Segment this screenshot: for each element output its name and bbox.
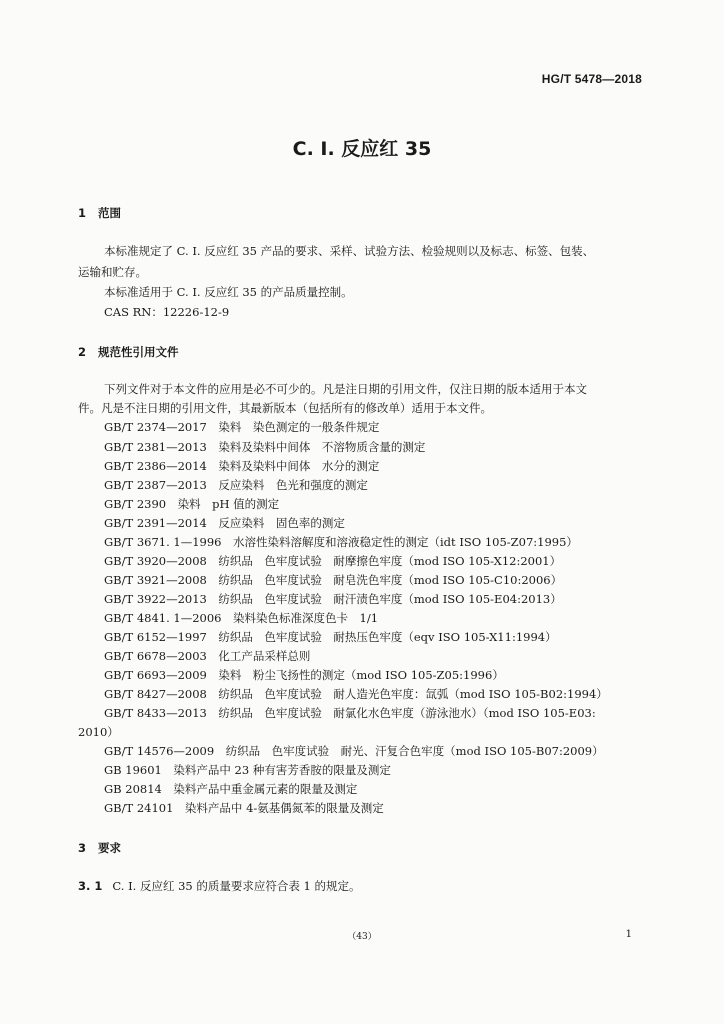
scope-paragraph-line: 本标准规定了 C. I. 反应红 35 产品的要求、采样、试验方法、检验规则以及标志、标签、包装、 (104, 244, 595, 258)
reference-item: GB/T 8427—2008 纺织品 色牢度试验 耐人造光色牢度：氙弧（mod ISO 105-B02:1994） (104, 687, 608, 701)
reference-item: GB 20814 染料产品中重金属元素的限量及测定 (104, 782, 358, 796)
reference-item: GB/T 3922—2013 纺织品 色牢度试验 耐汗渍色牢度（mod ISO 105-E04:2013） (104, 592, 562, 606)
standard-code: HG/T 5478—2018 (541, 72, 642, 86)
reference-item: GB/T 3671. 1—1996 水溶性染料溶解度和溶液稳定性的测定（idt ISO 105-Z07:1995） (104, 535, 578, 549)
reference-item-continuation: 2010） (78, 725, 119, 739)
reference-item: GB/T 6678—2003 化工产品采样总则 (104, 649, 311, 663)
scope-paragraph-line: 运输和贮存。 (78, 265, 147, 279)
page-marker: （43） (347, 932, 377, 942)
reference-item: GB/T 2390 染料 pH 值的测定 (104, 497, 280, 511)
section-title: 范围 (98, 206, 121, 220)
page-number: 1 (625, 929, 632, 940)
reference-item: GB/T 24101 染料产品中 4-氨基偶氮苯的限量及测定 (104, 801, 384, 815)
reference-item: GB/T 8433—2013 纺织品 色牢度试验 耐氯化水色牢度（游泳池水）（mod ISO 105-E03: (104, 706, 596, 720)
reference-item: GB 19601 染料产品中 23 种有害芳香胺的限量及测定 (104, 763, 391, 777)
reference-item: GB/T 2381—2013 染料及染料中间体 不溶物质含量的测定 (104, 440, 426, 454)
reference-item: GB/T 4841. 1—2006 染料染色标准深度色卡 1/1 (104, 611, 379, 625)
reference-item: GB/T 3921—2008 纺织品 色牢度试验 耐皂洗色牢度（mod ISO 105-C10:2006） (104, 573, 563, 587)
section-number: 3 (78, 841, 87, 855)
reference-item: GB/T 2391—2014 反应染料 固色率的测定 (104, 516, 345, 530)
reference-item: GB/T 3920—2008 纺织品 色牢度试验 耐摩擦色牢度（mod ISO 105-X12:2001） (104, 554, 562, 568)
clause-3-1 (78, 878, 361, 894)
references-intro-line: 下列文件对于本文件的应用是必不可少的。凡是注日期的引用文件，仅注日期的版本适用于本文 (104, 382, 587, 396)
reference-item: GB/T 2386—2014 染料及染料中间体 水分的测定 (104, 459, 380, 473)
page-title: C. I. 反应红 35 (292, 138, 432, 160)
references-intro-line: 件。凡是不注日期的引用文件，其最新版本（包括所有的修改单）适用于本文件。 (78, 401, 492, 415)
section-heading-scope (78, 205, 121, 221)
clause-number: 3. 1 (78, 879, 103, 893)
reference-item: GB/T 2374—2017 染料 染色测定的一般条件规定 (104, 420, 380, 434)
section-heading-references (78, 344, 179, 360)
scope-paragraph: 本标准适用于 C. I. 反应红 35 的产品质量控制。 (104, 285, 353, 299)
section-number: 1 (78, 206, 87, 220)
clause-text: C. I. 反应红 35 的质量要求应符合表 1 的规定。 (112, 879, 361, 893)
reference-item: GB/T 2387—2013 反应染料 色光和强度的测定 (104, 478, 368, 492)
section-title: 要求 (98, 841, 121, 855)
reference-item: GB/T 6693—2009 染料 粉尘飞扬性的测定（mod ISO 105-Z05:1996） (104, 668, 504, 682)
section-title: 规范性引用文件 (98, 345, 179, 359)
cas-number: CAS RN：12226-12-9 (104, 305, 230, 319)
section-number: 2 (78, 345, 87, 359)
reference-item: GB/T 6152—1997 纺织品 色牢度试验 耐热压色牢度（eqv ISO 105-X11:1994） (104, 630, 557, 644)
reference-item: GB/T 14576—2009 纺织品 色牢度试验 耐光、汗复合色牢度（mod ISO 105-B07:2009） (104, 744, 604, 758)
section-heading-requirements (78, 840, 121, 856)
